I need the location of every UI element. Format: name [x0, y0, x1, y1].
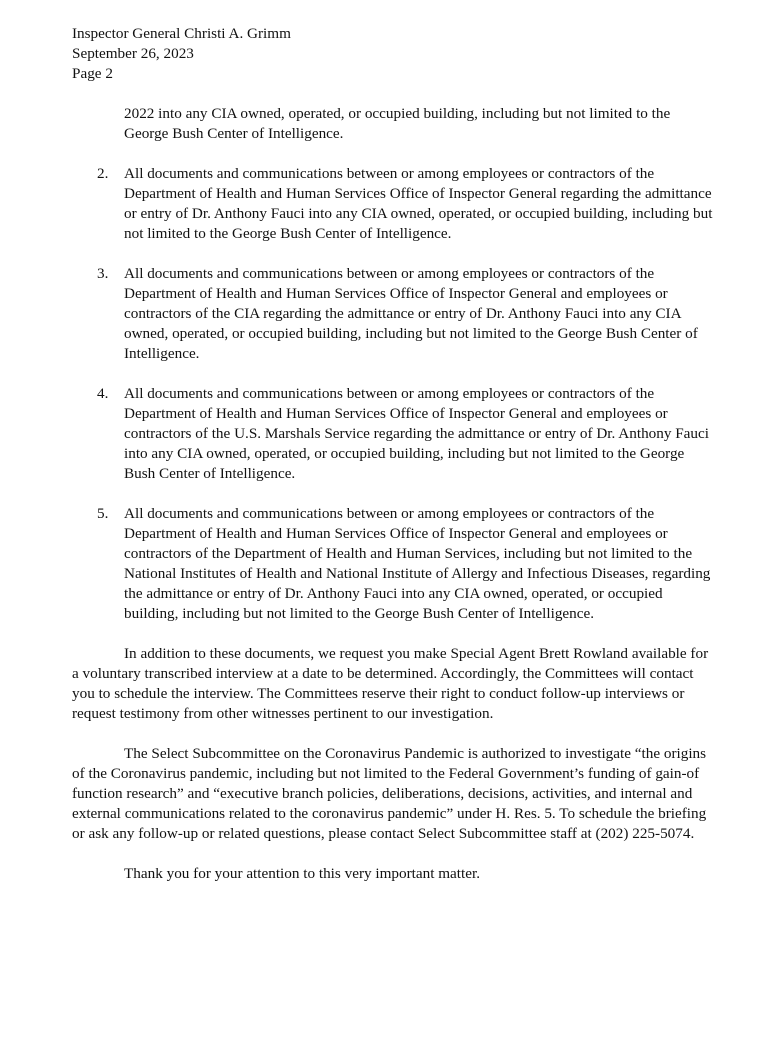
request-number: 3.	[97, 265, 109, 282]
closing-paragraph: Thank you for your attention to this very important matter.	[124, 865, 480, 882]
request-item-2	[72, 164, 714, 244]
request-item-5	[72, 504, 714, 624]
request-item-3	[72, 264, 714, 364]
authority-paragraph: The Select Subcommittee on the Coronavirus Pandemic is authorized to investigate “the origins of the Coronavirus pandemic, including but not limited to the Federal Government’s funding of gain-of function research” and “executive branch policies, deliberations, decisions, activities, and internal and external communications related to the coronavirus pandemic” under H. Res. 5. To schedule the briefing or ask any follow-up or related questions, please contact Select Subcommittee staff at (202) 225-5074.	[72, 745, 707, 842]
request-text: All documents and communications between or among employees or contractors of the Department of Health and Human Services Office of Inspector General and employees or contractors of the U.S. Marshals Service regarding the admittance or entry of Dr. Anthony Fauci into any CIA owned, operated, or occupied building, including but not limited to the George Bush Center of Intelligence.	[124, 385, 709, 482]
recipient-line: Inspector General Christi A. Grimm	[72, 25, 291, 42]
request-number: 5.	[97, 505, 109, 522]
request-text: All documents and communications between or among employees or contractors of the Department of Health and Human Services Office of Inspector General regarding the admittance or entry of Dr. Anthony Fauci into any CIA owned, operated, or occupied building, including but not limited to the George Bush Center of Intelligence.	[124, 165, 713, 242]
date-line: September 26, 2023	[72, 45, 194, 62]
request-item-4	[72, 384, 714, 484]
continued-request-text: 2022 into any CIA owned, operated, or occupied building, including but not limited to the George Bush Center of Intelligence.	[124, 105, 671, 142]
request-list	[72, 164, 717, 624]
request-text: All documents and communications between or among employees or contractors of the Department of Health and Human Services Office of Inspector General and employees or contractors of the Department of Health and Human Services, including but not limited to the National Institutes of Health and National Institute of Allergy and Infectious Diseases, regarding the admittance or entry of Dr. Anthony Fauci into any CIA owned, operated, or occupied building, including but not limited to the George Bush Center of Intelligence.	[124, 505, 711, 622]
letter-header	[72, 24, 717, 84]
interview-request-paragraph: In addition to these documents, we request you make Special Agent Brett Rowland available for a voluntary transcribed interview at a date to be determined. Accordingly, the Committees will contact you to schedule the interview. The Committees reserve their right to conduct follow-up interviews or request testimony from other witnesses pertinent to our investigation.	[72, 645, 709, 722]
request-number: 2.	[97, 165, 109, 182]
request-text: All documents and communications between or among employees or contractors of the Department of Health and Human Services Office of Inspector General and employees or contractors of the CIA regarding the admittance or entry of Dr. Anthony Fauci into any CIA owned, operated, or occupied building, including but not limited to the George Bush Center of Intelligence.	[124, 265, 698, 362]
request-number: 4.	[97, 385, 109, 402]
page-number: Page 2	[72, 65, 113, 82]
